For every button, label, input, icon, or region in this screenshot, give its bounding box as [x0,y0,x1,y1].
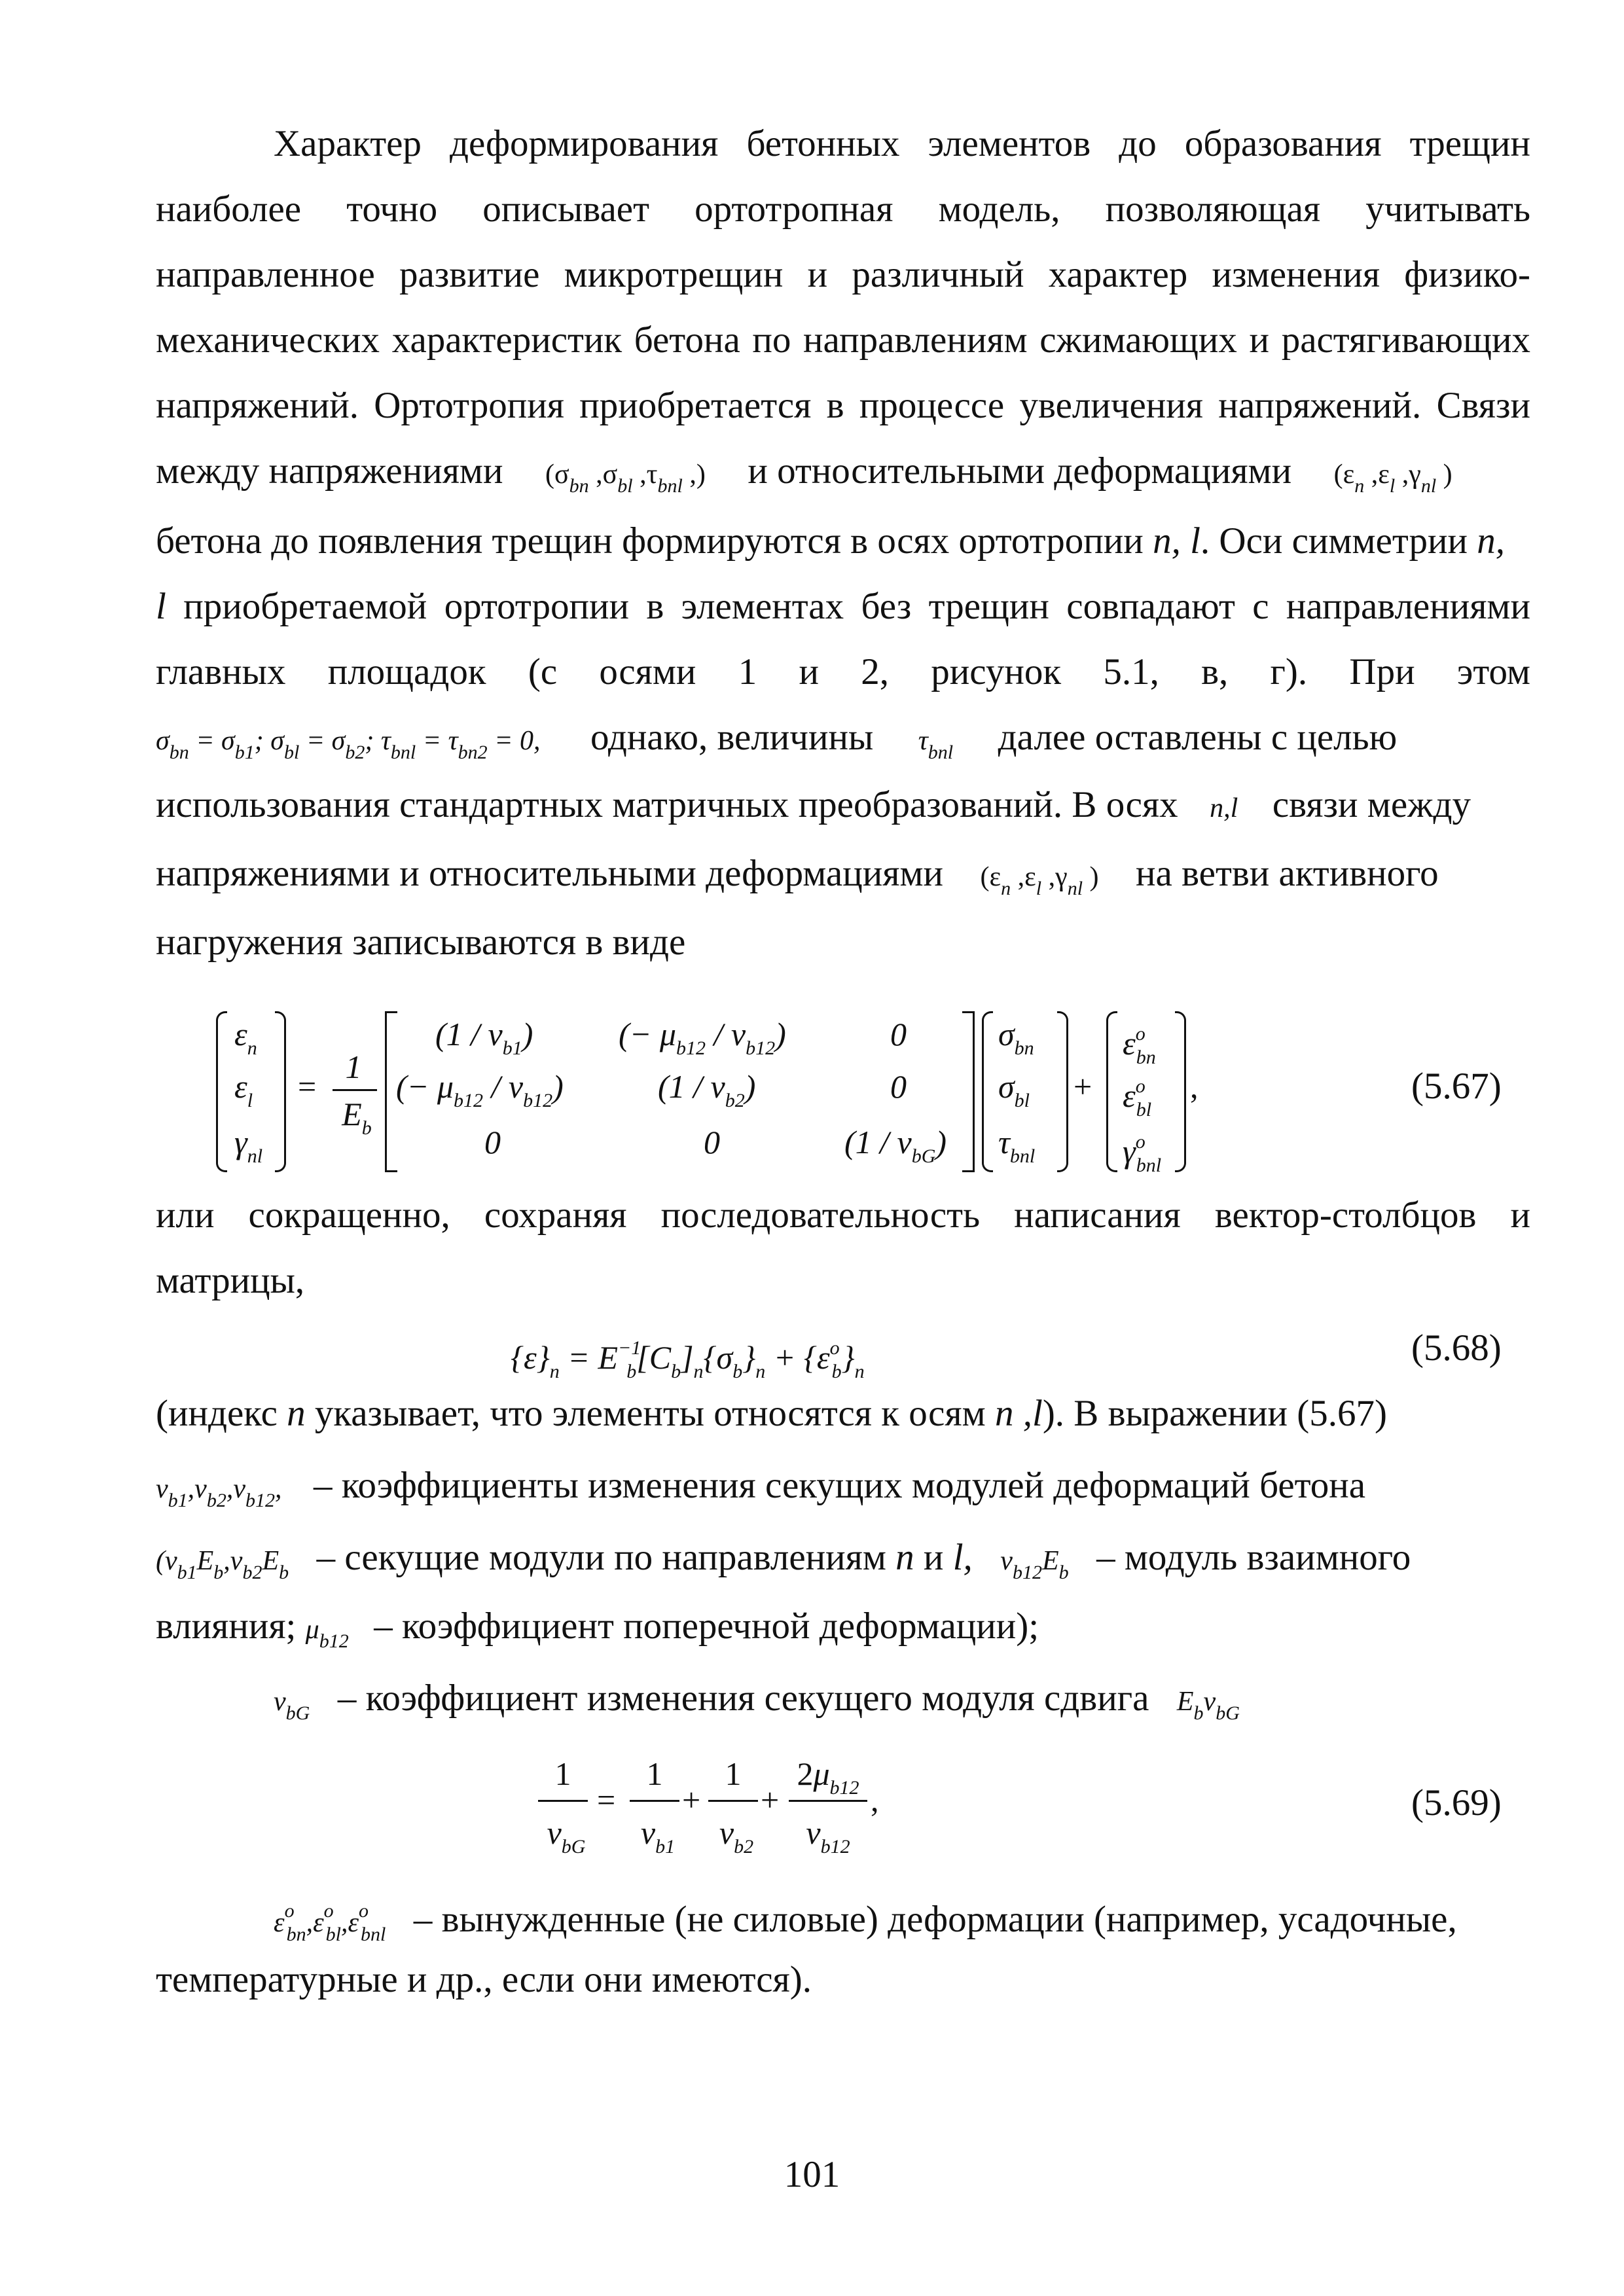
text-segment: влияния; [156,1605,297,1647]
axis-symbol: n, l [1153,520,1200,562]
shear-modulus-formula: $E_b\nu_{bG}$ [1176,1687,1240,1724]
text-line-11 [156,782,1530,831]
text-segment: . Оси симметрии [1200,520,1468,562]
vector-entry: $\tau_{bnl}$ [998,1124,1036,1167]
fraction-bar [789,1800,867,1802]
text-segment: приобретаемой ортотропии в элементах без трещин совпадают с направлениями [166,586,1530,627]
text-segment: далее оставлены с целью [998,717,1398,758]
text-segment: – коэффициенты изменения секущих модулей деформаций бетона [313,1465,1366,1506]
fraction-denominator: $\nu_{b12}$ [806,1814,850,1857]
right-brace [1175,1011,1186,1172]
text-segment: – секущие модули по направлениям [316,1537,886,1578]
text-segment: – коэффициент поперечной деформации); [374,1605,1039,1647]
plus-sign: + [1074,1068,1092,1105]
matrix-cell: 0 [890,1068,907,1105]
text-segment: – модуль взаимного [1096,1537,1411,1578]
vector-entry: $\sigma_{bl}$ [998,1068,1030,1111]
text-segment: и [914,1537,953,1578]
text-line-17 [156,1463,1530,1524]
text-line-14: или сокращенно, сохраняя последовательность написания вектор-столбцов и [156,1194,1530,1236]
text-line-16 [156,1391,1530,1437]
text-line-18 [156,1535,1530,1596]
left-brace [1106,1011,1117,1172]
text-line-2: наиболее точно описывает ортотропная модель, позволяющая учитывать [156,188,1530,230]
stress-vector-formula: ($\sigma_{bn}$ $,\sigma_{bl}$ $,\tau_{bnl}$ ,) [545,459,706,497]
equals-sign: = [298,1068,317,1105]
vector-entry: $\sigma_{bn}$ [998,1016,1034,1059]
equation-number: (5.68) [1411,1327,1502,1369]
text-segment: напряжениями и относительными деформациями [156,853,944,894]
text-line-5: напряжений. Ортотропия приобретается в процессе увеличения напряжений. Связи [156,385,1530,426]
vector-entry: $\varepsilon_l$ [234,1068,253,1111]
text-line-7 [156,518,1530,564]
text-segment: – вынужденные (не силовые) деформации (например, усадочные, [413,1899,1457,1940]
fraction-denominator: $\nu_{b1}$ [640,1814,676,1857]
fraction-numerator: 1 [554,1755,571,1792]
text-line-22: температурные и др., если они имеются). [156,1959,812,2000]
tau-symbol: $\tau_{bnl}$ [918,726,954,763]
matrix-cell: $(1 / \nu_{b1})$ [435,1016,533,1059]
left-brace [216,1011,227,1172]
text-line-8 [156,584,1530,630]
matrix-cell: 0 [484,1124,501,1160]
secant-moduli-formula: ($\nu_{b1}E_b,\nu_{b2}E_b$ [156,1546,289,1583]
axis-symbol: n [895,1537,914,1578]
equals-sign: = [597,1782,616,1818]
vector-entry: $\varepsilon^o_{bl}$ [1123,1075,1152,1121]
text-segment: и относительными деформациями [748,450,1292,492]
text-line-6 [156,448,1530,509]
equation-number: (5.67) [1411,1066,1502,1107]
nu-bG-symbol: $\nu_{bG}$ [274,1687,310,1724]
text-line-1: Характер деформирования бетонных элементов до образования трещин [274,123,1530,164]
plus-sign: + [682,1782,701,1818]
matrix-cell: 0 [704,1124,720,1160]
text-segment: на ветви активного [1136,853,1439,894]
text-line-13: нагружения записываются в виде [156,922,686,963]
text-segment: указывает, что элементы относятся к осям [305,1393,986,1434]
text-line-20 [274,1676,1530,1736]
text-segment: между напряжениями [156,450,503,492]
fraction-bar [538,1800,588,1802]
text-line-10 [156,715,1530,776]
equation-5-68-formula: $\{\varepsilon\}_n = E^{-1}_b[C_b]_n\{\sigma_b\}_n + \{\varepsilon^o_b\}_n$ [511,1337,865,1382]
text-segment: связи между [1272,784,1471,825]
comma: , [871,1782,879,1818]
fraction-bar [333,1089,377,1091]
text-segment: бетона до появления трещин формируются в осях ортотропии [156,520,1144,562]
equation-number: (5.69) [1411,1782,1502,1823]
text-line-9: главных площадок (с осями 1 и 2, рисунок 5.1, в, г). При этом [156,651,1530,692]
text-line-19 [156,1604,1530,1664]
axis-symbol: l, [952,1537,973,1578]
fraction-bar [708,1800,758,1802]
fraction-numerator: 1 [646,1755,663,1792]
mutual-modulus-formula: $\nu_{b12}E_b$ [1000,1546,1069,1583]
right-brace [1057,1011,1068,1172]
matrix-cell: $(1 / \nu_{b2})$ [658,1068,756,1111]
left-brace [982,1011,993,1172]
text-line-21 [274,1888,1530,1958]
axis-symbol: l [156,586,166,627]
axis-symbol: n ,l [994,1393,1043,1434]
text-segment: ). В выражении (5.67) [1042,1393,1387,1434]
fraction-bar [630,1800,679,1802]
matrix-cell: 0 [890,1016,907,1052]
text-line-12 [156,851,1530,912]
text-segment: – коэффициент изменения секущего модуля сдвига [337,1677,1149,1719]
axes-formula: n,l [1210,793,1238,823]
principal-axes-formula: $\sigma_{bn} = \sigma_{b1}$; $\sigma_{bl} = \sigma_{b2}$; $\tau_{bnl} = \tau_{bn2} = 0$, [156,726,541,763]
strain-vector-formula: ($\varepsilon_n$ $,\varepsilon_l$ $,\gamma_{nl}$ ) [980,862,1099,899]
matrix-cell: $(1 / \nu_{bG})$ [844,1124,947,1167]
vector-entry: $\gamma^o_{bnl}$ [1123,1131,1162,1176]
strain-vector-formula: ($\varepsilon_n$ $,\varepsilon_l$ $,\gamma_{nl}$ ) [1333,459,1453,497]
text-segment: однако, величины [590,717,874,758]
text-segment: (индекс [156,1393,278,1434]
matrix-right-bracket [962,1011,975,1172]
text-segment: использования стандартных матричных преобразований. В осях [156,784,1178,825]
fraction-denominator: $E_b$ [342,1096,372,1139]
vector-entry: $\varepsilon_n$ [234,1016,257,1059]
vector-entry: $\varepsilon^o_{bn}$ [1123,1023,1156,1068]
matrix-cell: (− $\mu_{b12} / \nu_{b12}$) [619,1016,786,1059]
mu-symbol: $\mu_{b12}$ [305,1615,349,1652]
right-brace [275,1011,286,1172]
fraction-numerator: 1 [725,1755,742,1792]
forced-strains-formula: $\varepsilon^o_{bn},\varepsilon^o_{bl},\varepsilon^o_{bnl}$ [274,1900,386,1945]
fraction-numerator: 1 [345,1049,362,1085]
page-number: 101 [784,2154,840,2195]
fraction-numerator: $2\mu_{b12}$ [797,1755,859,1799]
text-line-3: направленное развитие микротрещин и различный характер изменения физико- [156,254,1530,295]
axis-symbol: n [287,1393,306,1434]
text-line-15: матрицы, [156,1260,305,1301]
matrix-cell: (− $\mu_{b12} / \nu_{b12}$) [396,1068,564,1111]
vector-entry: $\gamma_{nl}$ [234,1124,263,1167]
text-line-4: механических характеристик бетона по направлениям сжимающих и растягивающих [156,319,1530,361]
axis-symbol: n, [1477,520,1505,562]
plus-sign: + [761,1782,780,1818]
fraction-denominator: $\nu_{bG}$ [547,1814,586,1857]
nu-coefficients-formula: $\nu_{b1},\nu_{b2},\nu_{b12}$, [156,1474,282,1511]
fraction-denominator: $\nu_{b2}$ [719,1814,754,1857]
comma: , [1190,1068,1199,1105]
